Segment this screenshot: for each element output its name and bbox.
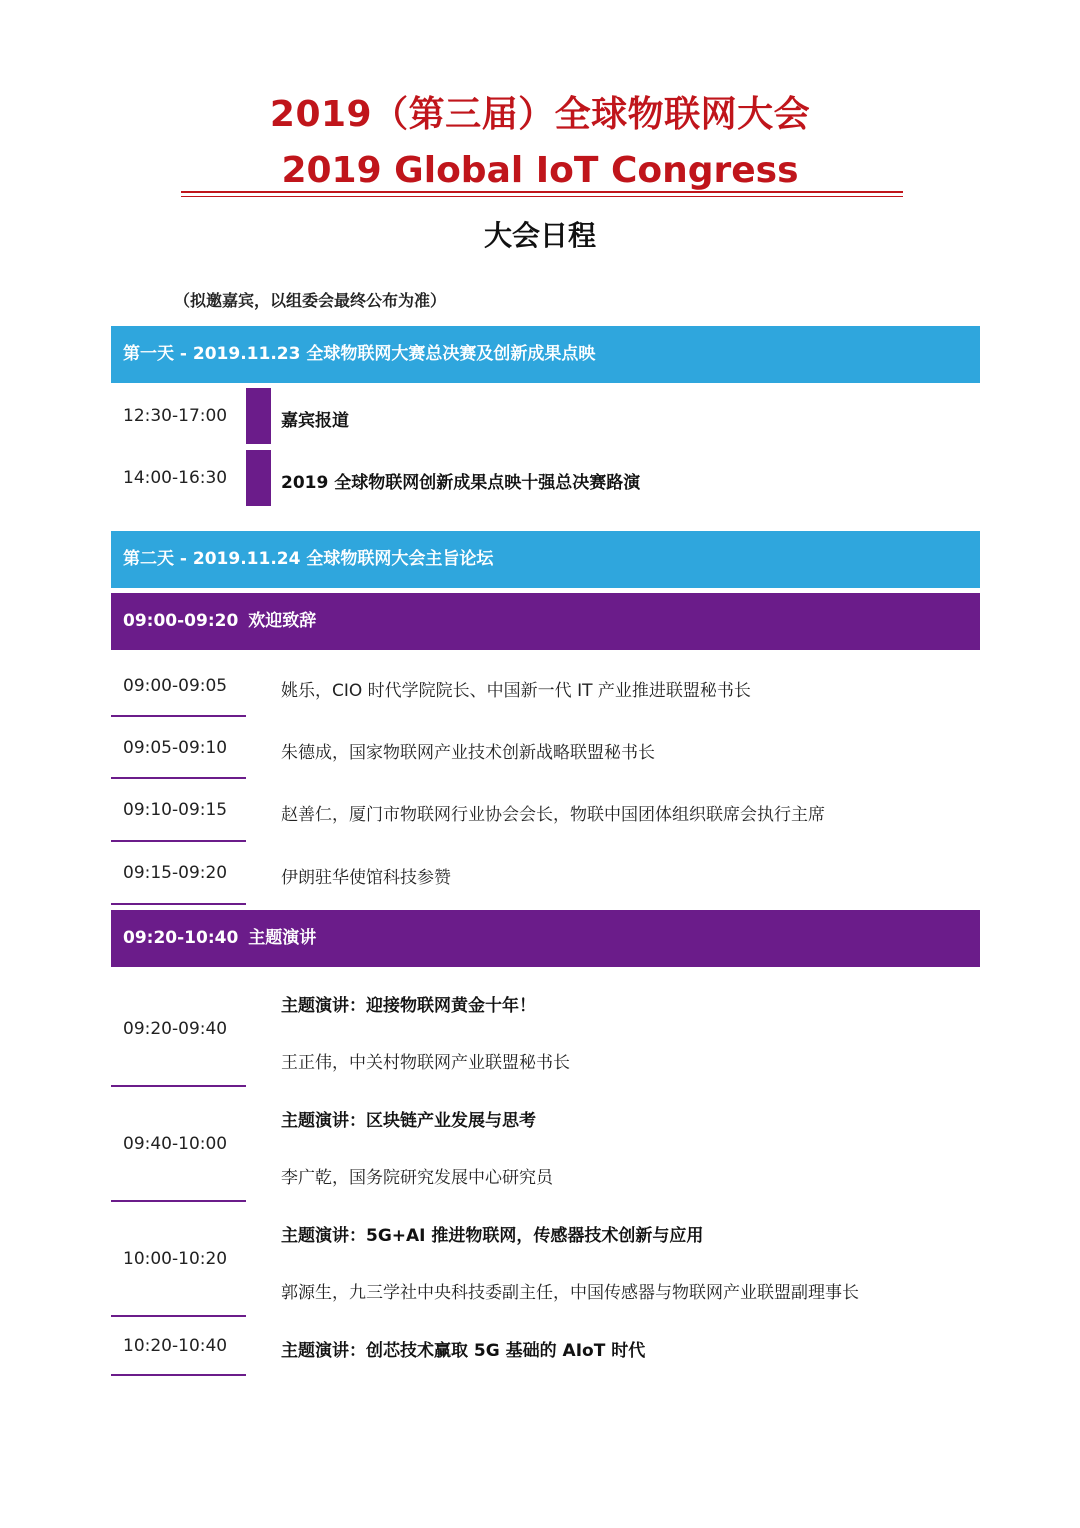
welcome-item2-rule <box>111 777 246 779</box>
welcome-item1-rule <box>111 715 246 717</box>
section-keynote-header <box>111 910 980 967</box>
section-keynote-title: 主题演讲 <box>248 928 317 948</box>
section-keynote-time: 09:20-10:40 <box>123 928 239 948</box>
section-welcome-header <box>111 593 980 650</box>
day1-item1-text: 嘉宾报道 <box>281 411 349 431</box>
keynote4-rule <box>111 1374 246 1376</box>
keynote3-topic: 主题演讲：5G+AI 推进物联网，传感器技术创新与应用 <box>281 1226 704 1246</box>
keynote3-speaker: 郭源生，九三学社中央科技委副主任，中国传感器与物联网产业联盟副理事长 <box>281 1283 859 1303</box>
agenda-heading: 大会日程 <box>483 219 596 252</box>
section-welcome-title: 欢迎致辞 <box>248 611 317 631</box>
day1-item1-marker <box>246 388 271 444</box>
keynote1-topic: 主题演讲：迎接物联网黄金十年！ <box>281 996 536 1016</box>
day1-header: 第一天 - 2019.11.23 全球物联网大赛总决赛及创新成果点映 <box>111 326 980 383</box>
welcome-item2-text: 朱德成，国家物联网产业技术创新战略联盟秘书长 <box>281 743 655 763</box>
day1-item1-time: 12:30-17:00 <box>123 406 228 426</box>
welcome-item4-text: 伊朗驻华使馆科技参赞 <box>281 868 451 888</box>
day1-item2-marker <box>246 450 271 506</box>
day1-item2-text: 2019 全球物联网创新成果点映十强总决赛路演 <box>281 473 641 493</box>
keynote2-time: 09:40-10:00 <box>123 1134 228 1154</box>
guest-note: （拟邀嘉宾，以组委会最终公布为准） <box>174 291 447 310</box>
welcome-item3-time: 09:10-09:15 <box>123 800 228 820</box>
welcome-item4-time: 09:15-09:20 <box>123 863 228 883</box>
title-chinese: 2019（第三届）全球物联网大会 <box>269 94 811 135</box>
keynote2-rule <box>111 1200 246 1202</box>
day2-header: 第二天 - 2019.11.24 全球物联网大会主旨论坛 <box>111 531 980 588</box>
title-underline <box>181 191 903 193</box>
welcome-item1-text: 姚乐，CIO 时代学院院长、中国新一代 IT 产业推进联盟秘书长 <box>281 681 751 701</box>
keynote2-speaker: 李广乾，国务院研究发展中心研究员 <box>281 1168 553 1188</box>
section-welcome-time: 09:00-09:20 <box>123 611 239 631</box>
keynote1-time: 09:20-09:40 <box>123 1019 228 1039</box>
keynote3-time: 10:00-10:20 <box>123 1249 228 1269</box>
keynote4-time: 10:20-10:40 <box>123 1336 228 1356</box>
keynote1-speaker: 王正伟，中关村物联网产业联盟秘书长 <box>281 1053 570 1073</box>
welcome-item2-time: 09:05-09:10 <box>123 738 228 758</box>
welcome-item3-text: 赵善仁，厦门市物联网行业协会会长，物联中国团体组织联席会执行主席 <box>281 805 825 825</box>
keynote2-topic: 主题演讲：区块链产业发展与思考 <box>281 1111 536 1131</box>
title-underline-thin <box>181 196 903 197</box>
welcome-item3-rule <box>111 840 246 842</box>
keynote3-rule <box>111 1315 246 1317</box>
keynote1-rule <box>111 1085 246 1087</box>
welcome-item4-rule <box>111 903 246 905</box>
day1-item2-time: 14:00-16:30 <box>123 468 228 488</box>
keynote4-topic: 主题演讲：创芯技术赢取 5G 基础的 AIoT 时代 <box>281 1341 646 1361</box>
welcome-item1-time: 09:00-09:05 <box>123 676 228 696</box>
title-english: 2019 Global IoT Congress <box>281 150 799 191</box>
